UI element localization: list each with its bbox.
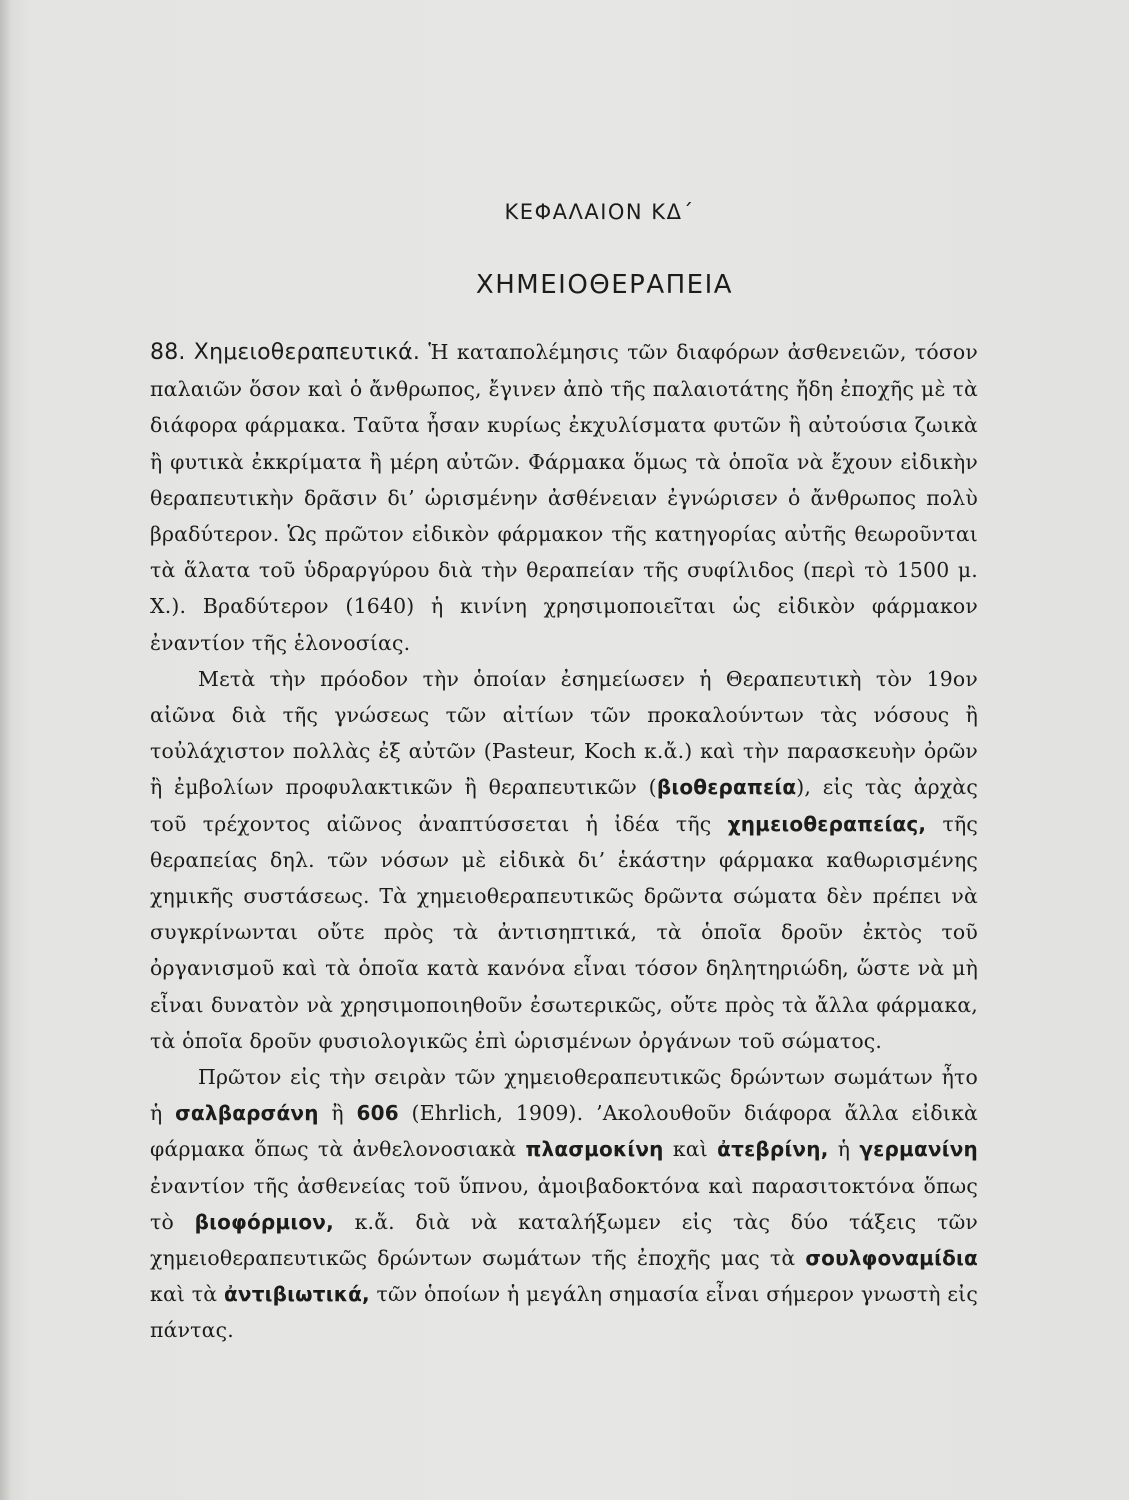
- term-606: 606: [356, 1101, 399, 1126]
- section-88-paragraph: [150, 334, 978, 661]
- term-antibiotics: ἀντιβιωτικά,: [223, 1282, 370, 1307]
- paragraph-2-text-a: Μετὰ τὴν πρόοδον τὴν ὁποίαν ἐσημείωσεν ἡ Θεραπευτικὴ τὸν 19ον αἰῶνα διὰ τῆς γνώσεως τῶν αἰτίων τῶν προκαλούντων τὰς νόσους ἢ τοὐλάχιστον πολλὰς ἐξ αὐτῶν (Pasteur, Koch κ.ἄ.) καὶ τὴν παρασκευὴν ὀρῶν ἢ ἐμβολίων προφυλακτικῶν ἢ θεραπευτικῶν (: [150, 666, 978, 800]
- paragraph-3-text-a: Πρῶτον εἰς τὴν σειρὰν τῶν χημειοθεραπευτικῶς δρώντων σωμάτων ἦτο ἡ: [150, 1065, 978, 1126]
- paragraph-3-text-b: ἢ: [331, 1101, 344, 1126]
- term-chemotherapy: χημειοθεραπείας,: [727, 811, 927, 836]
- paragraph-3-text-c: (Ehrlich, 1909). ’Ακολουθοῦν διάφορα ἄλλα εἰδικὰ φάρμακα ὅπως τὰ ἀνθελονοσιακὰ: [150, 1101, 978, 1162]
- paragraph-2: [150, 661, 978, 1059]
- paragraph-3-text-h: καὶ τὰ: [150, 1282, 218, 1307]
- paragraph-3: [150, 1059, 978, 1349]
- term-germanine: γερμανίνη: [859, 1137, 978, 1162]
- chapter-title: ΧΗΜΕΙΟΘΕΡΑΠΕΙΑ: [475, 270, 734, 300]
- term-atebrine: ἀτεβρίνη,: [717, 1137, 829, 1162]
- paragraph-3-text-f: ἐναντίον τῆς ἀσθενείας τοῦ ὕπνου, ἀμοιβαδοκτόνα καὶ παρασιτοκτόνα ὅπως τὸ: [150, 1173, 978, 1234]
- body-text: [150, 334, 978, 1349]
- paragraph-3-text-i: τῶν ὁποίων ἡ μεγάλη σημασία εἶναι σήμερον γνωστὴ εἰς πάντας.: [150, 1282, 978, 1343]
- paragraph-2-text-b: ), εἰς τὰς ἀρχὰς τοῦ τρέχοντος αἰῶνος ἀναπτύσσεται ἡ ἰδέα τῆς: [150, 775, 978, 836]
- page-spine-shadow: [0, 0, 10, 1500]
- paragraph-3-text-d: καὶ: [672, 1137, 708, 1162]
- paragraph-2-text-c: τῆς θεραπείας δηλ. τῶν νόσων μὲ εἰδικὰ δι’ ἑκάστην φάρμακα καθωρισμένης χημικῆς συστάσεως. Τὰ χημειοθεραπευτικῶς δρῶντα σώματα δὲν πρέπει νὰ συγκρίνωνται οὔτε πρὸς τὰ ἀντισηπτικά, τὰ ὁποῖα δροῦν ἐκτὸς τοῦ ὀργανισμοῦ καὶ τὰ ὁποῖα κατὰ κανόνα εἶναι τόσον δηλητηριώδη, ὥστε νὰ μὴ εἶναι δυνατὸν νὰ χρησιμοποιηθοῦν ἐσωτερικῶς, οὔτε πρὸς τὰ ἄλλα φάρμακα, τὰ ὁποῖα δροῦν φυσιολογικῶς ἐπὶ ὡρισμένων ὀργάνων τοῦ σώματος.: [150, 811, 978, 1053]
- section-number: 88.: [150, 340, 186, 365]
- term-salvarsan: σαλβαρσάνη: [175, 1101, 319, 1126]
- term-vioform: βιοφόρμιον,: [194, 1209, 334, 1234]
- paragraph-3-text-e: ἡ: [837, 1137, 851, 1162]
- paragraph-3-text-g: κ.ἄ. διὰ νὰ καταλήξωμεν εἰς τὰς δύο τάξεις τῶν χημειοθεραπευτικῶς δρώντων σωμάτων τῆς ἐποχῆς μας τὰ: [150, 1209, 979, 1271]
- term-plasmoquine: πλασμοκίνη: [525, 1137, 664, 1162]
- section-title: Χημειοθεραπευτικά.: [193, 340, 421, 365]
- term-sulfonamides: σουλφοναμίδια: [805, 1246, 978, 1271]
- paragraph-1-text: Ἡ καταπολέμησις τῶν διαφόρων ἀσθενειῶν, τόσον παλαιῶν ὅσον καὶ ὁ ἄνθρωπος, ἔγινεν ἀπὸ τῆς παλαιοτάτης ἤδη ἐποχῆς μὲ τὰ διάφορα φάρμακα. Ταῦτα ἦσαν κυρίως ἐκχυλίσματα φυτῶν ἢ αὐτούσια ζωικὰ ἢ φυτικὰ ἐκκρίματα ἢ μέρη αὐτῶν. Φάρμακα ὅμως τὰ ὁποῖα νὰ ἔχουν εἰδικὴν θεραπευτικὴν δρᾶσιν δι’ ὡρισμένην ἀσθένειαν ἐγνώρισεν ὁ ἄνθρωπος πολὺ βραδύτερον. Ὡς πρῶτον εἰδικὸν φάρμακον τῆς κατηγορίας αὐτῆς θεωροῦνται τὰ ἅλατα τοῦ ὑδραργύρου διὰ τὴν θεραπείαν τῆς συφίλιδος (περὶ τὸ 1500 μ. Χ.). Βραδύτερον (1640) ἡ κινίνη χρησιμοποιεῖται ὡς εἰδικὸν φάρμακον ἐναντίον τῆς ἑλονοσίας.: [150, 340, 979, 655]
- term-biotherapy: βιοθεραπεία: [656, 775, 797, 800]
- chapter-label: ΚΕΦΑΛΑΙΟΝ ΚΔ΄: [504, 200, 695, 224]
